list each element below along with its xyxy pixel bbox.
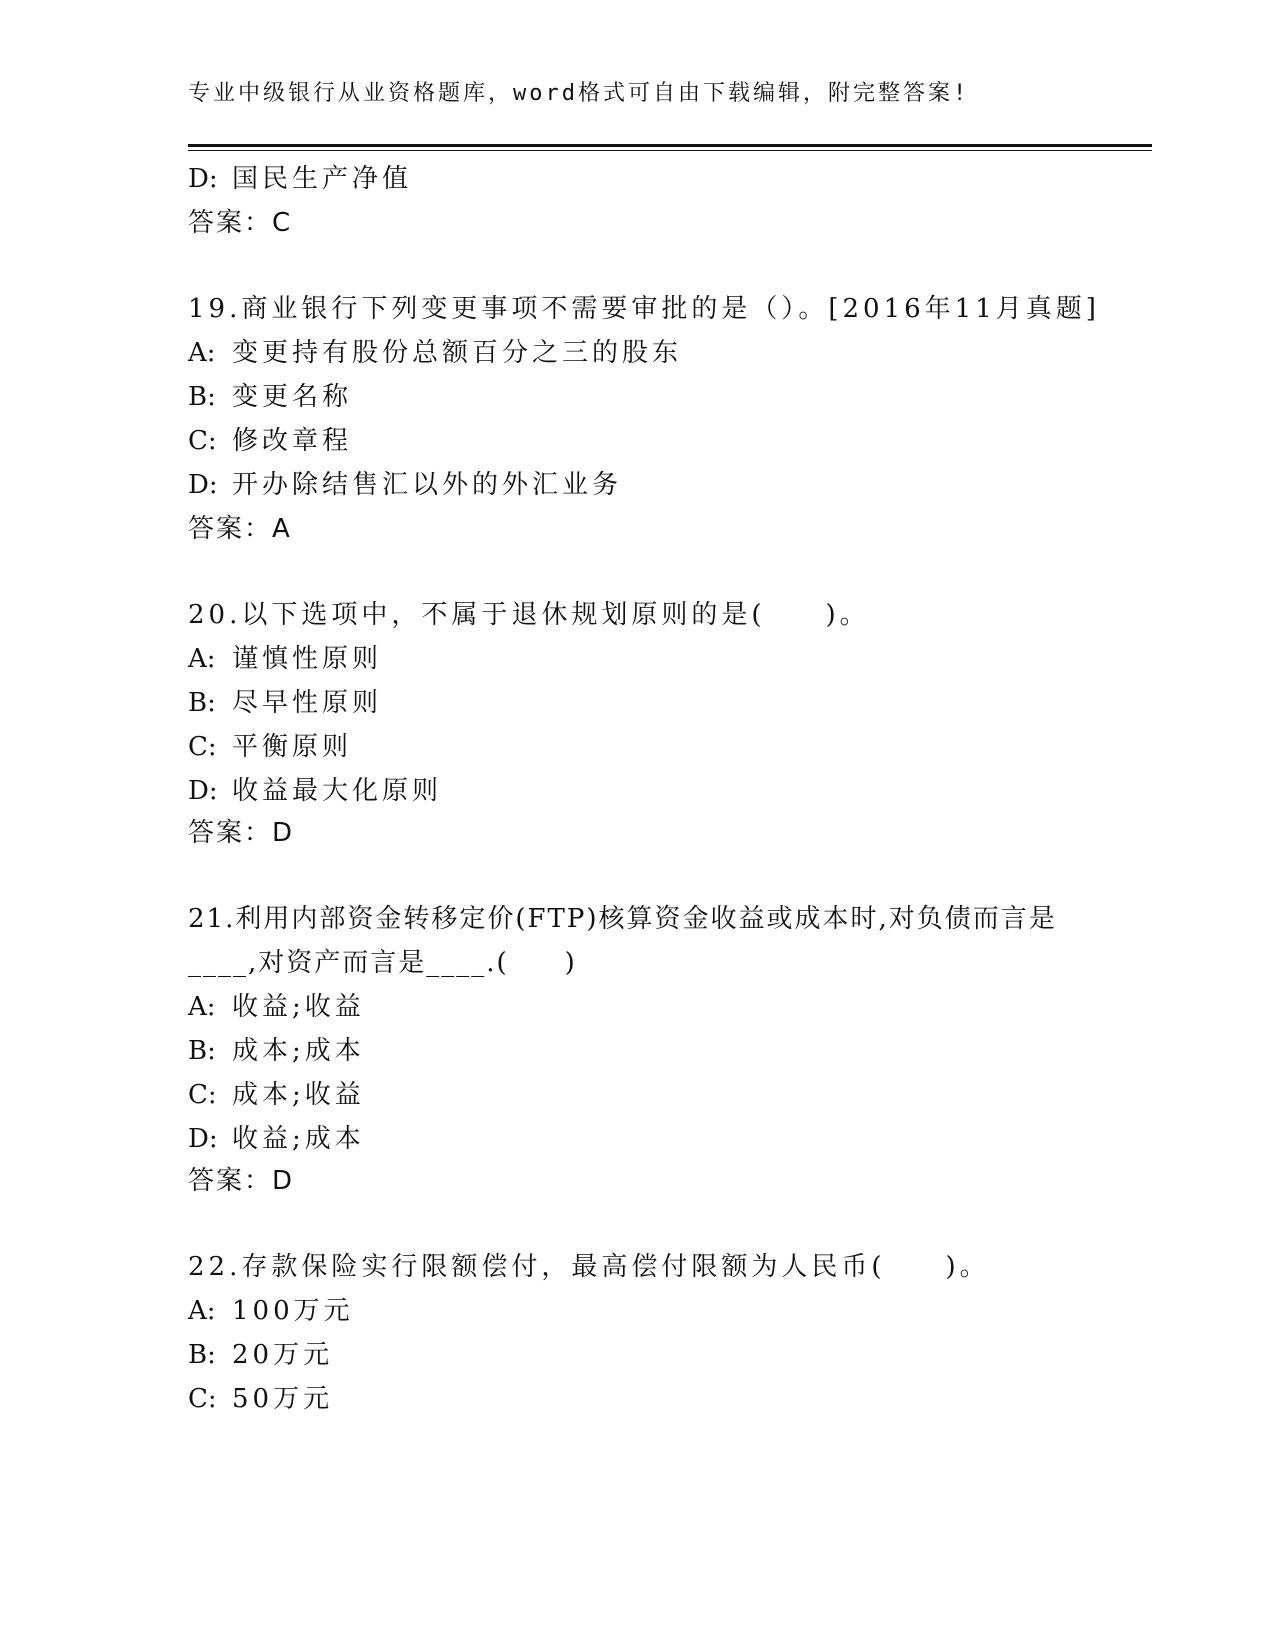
option-letter: C: (188, 1384, 217, 1414)
option-letter: D: (188, 470, 218, 500)
header-rule-thick (188, 144, 1152, 147)
q22-option-a (188, 1290, 354, 1327)
option-letter: D: (188, 164, 218, 194)
option-letter: B: (188, 1036, 216, 1066)
option-letter: A: (188, 338, 216, 368)
q19-option-c (188, 420, 352, 457)
option-text: 变更持有股份总额百分之三的股东 (232, 338, 683, 368)
q19-stem: 19.商业银行下列变更事项不需要审批的是（）。[2016年11月真题] (188, 294, 1100, 324)
option-text: 变更名称 (232, 382, 353, 412)
q20-option-b (188, 682, 382, 719)
prev-option-d (188, 158, 412, 195)
prev-answer: 答案：C (188, 208, 293, 238)
q21-option-d (188, 1118, 365, 1155)
option-text: 国民生产净值 (232, 164, 413, 194)
q19-answer: 答案：A (188, 514, 292, 544)
option-text: 收益;收益 (232, 992, 365, 1022)
q19-option-a (188, 332, 682, 369)
option-letter: C: (188, 1080, 217, 1110)
q21-option-c (188, 1074, 365, 1111)
q20-answer: 答案：D (188, 818, 295, 848)
q22-option-c (188, 1378, 333, 1415)
q21-stem-line1: 21.利用内部资金转移定价(FTP)核算资金收益或成本时,对负债而言是 (188, 904, 1057, 934)
option-letter: B: (188, 382, 216, 412)
option-text: 修改章程 (232, 426, 353, 456)
header-rule-thin (188, 150, 1152, 151)
option-letter: B: (188, 1340, 216, 1370)
option-text: 谨慎性原则 (232, 644, 383, 674)
option-letter: C: (188, 426, 217, 456)
option-text: 50万元 (232, 1384, 334, 1414)
q20-option-d (188, 770, 442, 807)
option-text: 收益;成本 (232, 1124, 365, 1154)
q20-option-c (188, 726, 352, 763)
option-text: 成本;收益 (232, 1080, 365, 1110)
option-letter: D: (188, 776, 218, 806)
q20-option-a (188, 638, 382, 675)
q21-answer: 答案：D (188, 1166, 295, 1196)
q21-option-b (188, 1030, 365, 1067)
q19-option-b (188, 376, 352, 413)
q22-stem: 22.存款保险实行限额偿付，最高偿付限额为人民币( )。 (188, 1252, 990, 1282)
q21-stem-line2: ____,对资产而言是____.( ) (188, 948, 577, 978)
header-note: 专业中级银行从业资格题库，word格式可自由下载编辑，附完整答案! (188, 81, 970, 106)
option-letter: A: (188, 992, 216, 1022)
option-text: 100万元 (232, 1296, 354, 1326)
option-letter: A: (188, 644, 216, 674)
option-text: 收益最大化原则 (232, 776, 443, 806)
option-text: 平衡原则 (232, 732, 353, 762)
option-text: 开办除结售汇以外的外汇业务 (232, 470, 623, 500)
option-letter: B: (188, 688, 216, 718)
q22-option-b (188, 1334, 333, 1371)
option-text: 成本;成本 (232, 1036, 365, 1066)
q19-option-d (188, 464, 622, 501)
option-text: 20万元 (232, 1340, 334, 1370)
option-letter: C: (188, 732, 217, 762)
q20-stem: 20.以下选项中，不属于退休规划原则的是( )。 (188, 600, 870, 630)
q21-option-a (188, 986, 365, 1023)
option-letter: D: (188, 1124, 218, 1154)
option-letter: A: (188, 1296, 216, 1326)
option-text: 尽早性原则 (232, 688, 383, 718)
